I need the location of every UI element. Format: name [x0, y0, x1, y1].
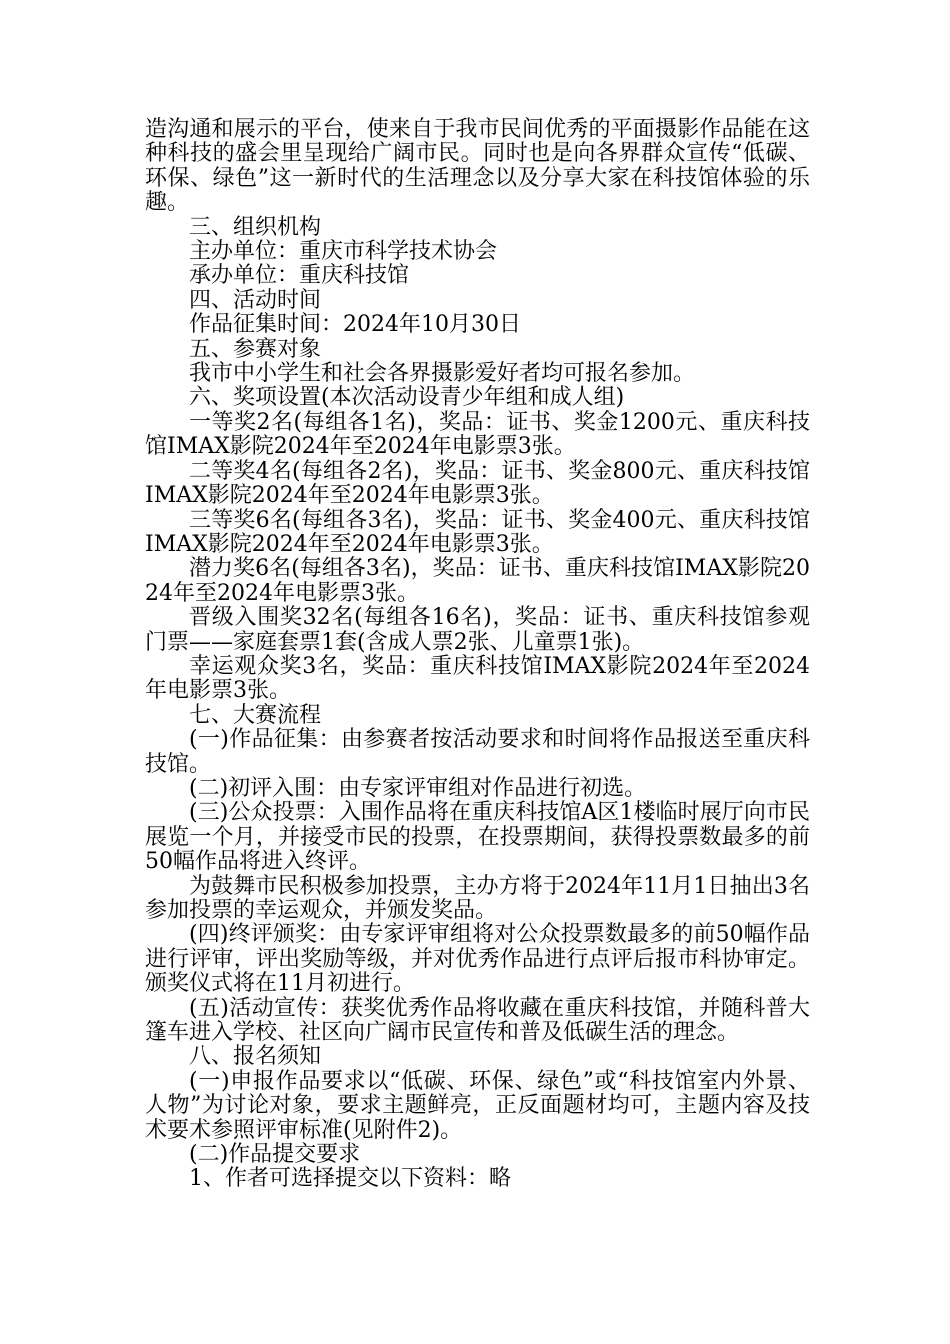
paragraph-participants: 我市中小学生和社会各界摄影爱好者均可报名参加。 — [189, 361, 696, 387]
paragraph-organizer: 承办单位：重庆科技馆 — [189, 263, 410, 289]
heading-schedule: 四、活动时间 — [189, 287, 322, 313]
heading-organization: 三、组织机构 — [189, 214, 322, 240]
paragraph-finalist-prize: 晋级入围奖32名(每组各16名)，奖品：证书、重庆科技馆参观门票——家庭套票1套(含成人票2张、儿童票1张)。 — [145, 605, 810, 655]
paragraph-third-prize: 三等奖6名(每组各3名)，奖品：证书、奖金400元、重庆科技馆IMAX影院2024年至2024年电影票3张。 — [145, 507, 810, 557]
paragraph-submission-materials: 1、作者可选择提交以下资料：略 — [189, 1166, 511, 1192]
paragraph-host: 主办单位：重庆市科学技术协会 — [189, 239, 498, 265]
paragraph-first-prize: 一等奖2名(每组各1名)，奖品：证书、奖金1200元、重庆科技馆IMAX影院2024年至2024年电影票3张。 — [145, 409, 810, 460]
paragraph-process-collection: (一)作品征集：由参赛者按活动要求和时间将作品报送至重庆科技馆。 — [145, 727, 810, 777]
heading-process: 七、大赛流程 — [189, 702, 322, 728]
heading-participants: 五、参赛对象 — [189, 336, 322, 362]
paragraph-process-preliminary: (二)初评入围：由专家评审组对作品进行初选。 — [189, 775, 647, 801]
paragraph-process-promotion: (五)活动宣传：获奖优秀作品将收藏在重庆科技馆，并随科普大篷车进入学校、社区向广阔市民宣传和普及低碳生活的理念。 — [145, 995, 810, 1046]
paragraph-intro-continued: 造沟通和展示的平台，使来自于我市民间优秀的平面摄影作品能在这种科技的盛会里呈现给广阔市民。同时也是向各界群众宣传“低碳、环保、绿色”这一新时代的生活理念以及分享大家在科技馆体验的乐趣。 — [145, 117, 810, 216]
document-body — [145, 118, 810, 1192]
paragraph-work-requirements: (一)申报作品要求以“低碳、环保、绿色”或“科技馆室内外景、人物”为讨论对象，要求主题鲜亮，正反面题材均可，主题内容及技术要术参照评审标准(见附件2)。 — [145, 1068, 810, 1143]
paragraph-lucky-audience-prize: 幸运观众奖3名，奖品：重庆科技馆IMAX影院2024年至2024年电影票3张。 — [145, 653, 810, 704]
heading-awards: 六、奖项设置(本次活动设青少年组和成人组) — [189, 385, 625, 411]
paragraph-process-public-vote: (三)公众投票：入围作品将在重庆科技馆A区1楼临时展厅向市民展览一个月，并接受市民的投票，在投票期间，获得投票数最多的前50幅作品将进入终评。 — [145, 800, 810, 875]
paragraph-potential-prize: 潜力奖6名(每组各3名)，奖品：证书、重庆科技馆IMAX影院2024年至2024年电影票3张。 — [145, 556, 810, 606]
paragraph-second-prize: 二等奖4名(每组各2名)，奖品：证书、奖金800元、重庆科技馆IMAX影院2024年至2024年电影票3张。 — [145, 458, 810, 509]
paragraph-collection-deadline: 作品征集时间：2024年10月30日 — [189, 312, 521, 338]
paragraph-process-final: (四)终评颁奖：由专家评审组将对公众投票数最多的前50幅作品进行评审，评出奖励等级，并对优秀作品进行点评后报市科协审定。颁奖仪式将在11月初进行。 — [145, 922, 810, 997]
heading-registration: 八、报名须知 — [189, 1044, 322, 1070]
paragraph-lucky-draw: 为鼓舞市民积极参加投票，主办方将于2024年11月1日抽出3名参加投票的幸运观众，并颁发奖品。 — [145, 873, 810, 923]
paragraph-submission-heading: (二)作品提交要求 — [189, 1142, 361, 1168]
